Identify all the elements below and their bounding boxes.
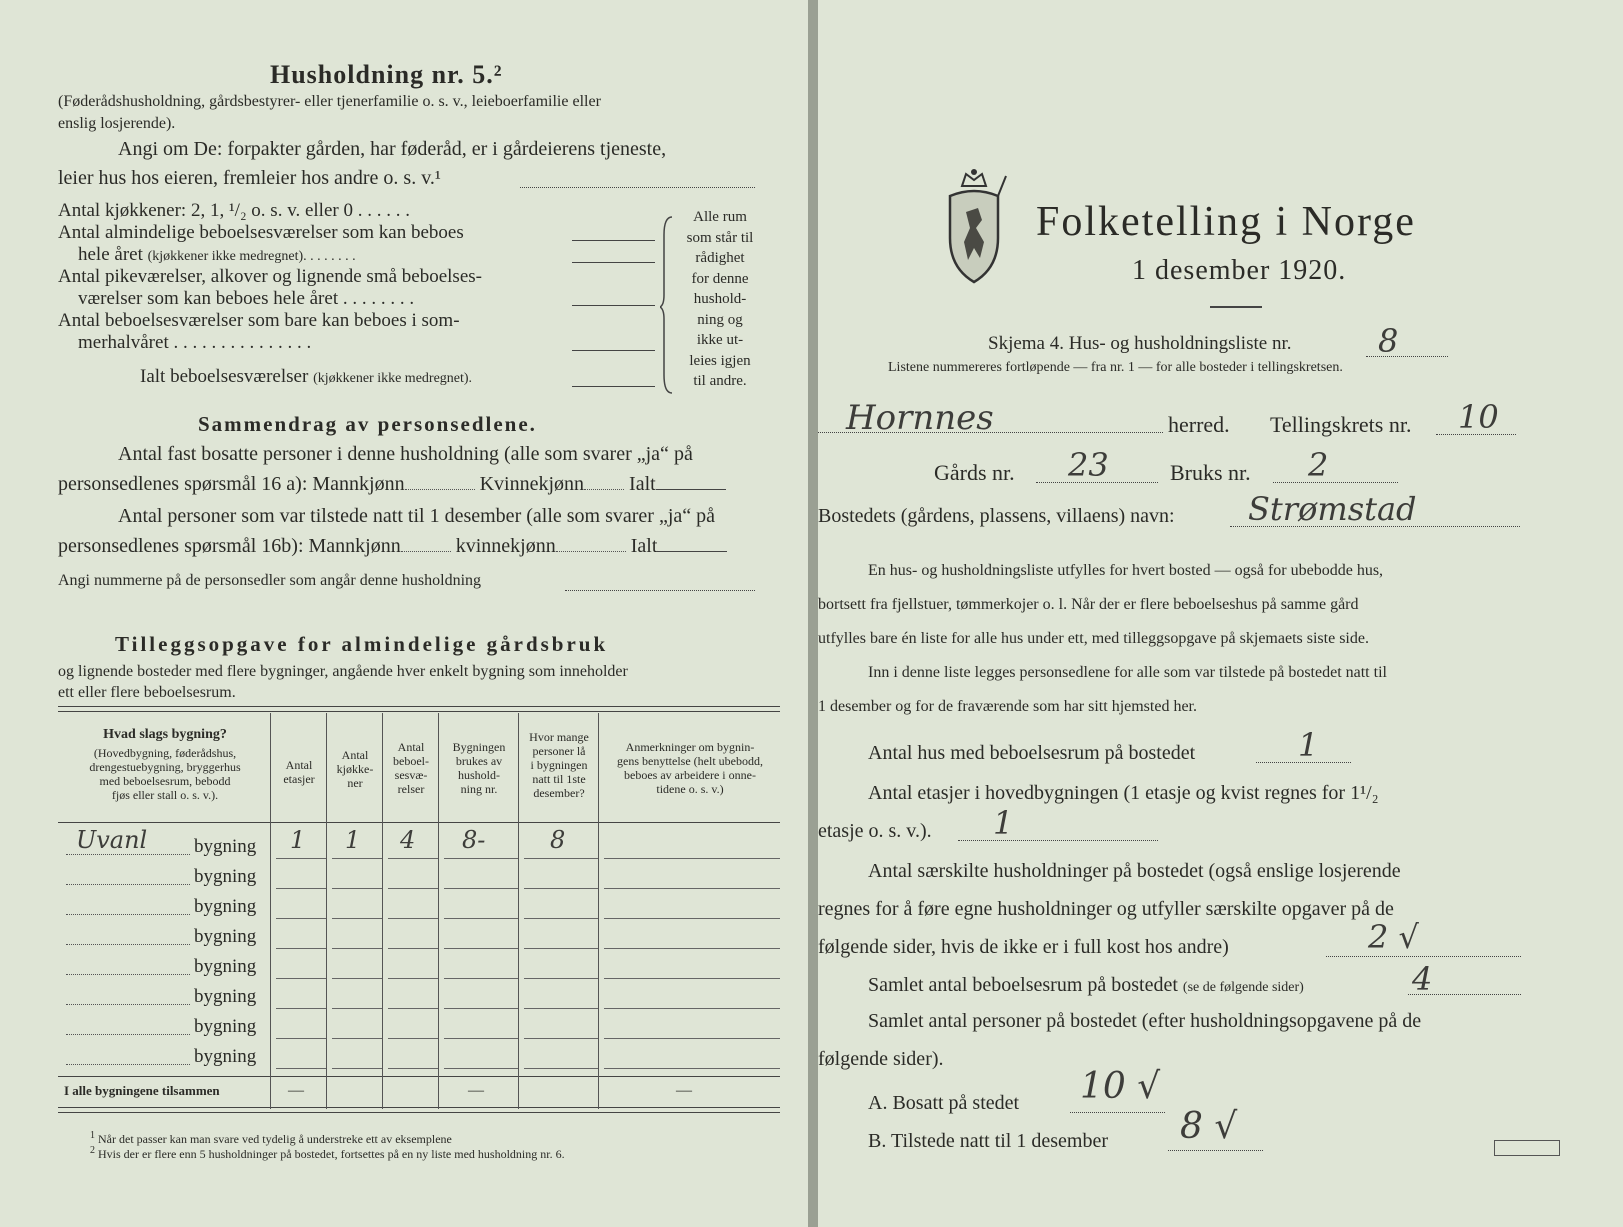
header-line: hushold- <box>458 768 500 782</box>
table-cell-line <box>276 1008 326 1009</box>
table-cell-line <box>524 948 598 949</box>
bosatt-label: A. Bosatt på stedet <box>868 1092 1020 1114</box>
bruks-label: Bruks nr. <box>1170 460 1251 485</box>
gards-nr: 23 <box>1068 446 1109 484</box>
header-line: personer lå <box>532 744 586 758</box>
gards-line <box>1036 482 1158 483</box>
table-cell-line <box>604 1008 780 1009</box>
bygning-label: bygning <box>194 836 257 857</box>
pike-line-1: Antal pikeværelser, alkover og lignende små beboelses- <box>58 266 482 287</box>
table-cell-line <box>332 1068 382 1069</box>
answer-line-1 <box>572 240 655 241</box>
table-cell-line <box>604 978 780 979</box>
listene-note: Listene nummereres fortløpende — fra nr. 1 — for alle bosteder i tellingskretsen. <box>888 360 1343 375</box>
bygning-label: bygning <box>194 926 257 947</box>
header-col0 <box>60 746 270 802</box>
bygning-type-line <box>66 1034 190 1035</box>
table-cell-line <box>524 888 598 889</box>
summary-line-1: Antal fast bosatte personer i denne husholdning (alle som svarer „ja“ på <box>118 443 693 465</box>
bygning-label: bygning <box>194 986 257 1007</box>
table-cell-line <box>276 978 326 979</box>
header-line: Antal <box>285 758 313 772</box>
col-divider-5 <box>518 713 519 1109</box>
header-line: Bygningen <box>452 740 506 754</box>
footnote-1: $^1$ Når det passer kan man svare ved tydelig å understreke ett av eksemplene <box>90 1130 452 1146</box>
table-cell-line <box>604 1038 780 1039</box>
side-note-line: hushold- <box>693 291 747 307</box>
header-line: (Hovedbygning, føderådshus, <box>93 746 237 760</box>
table-cell-line <box>604 1068 780 1069</box>
header-col6 <box>600 740 780 796</box>
table-cell-line <box>604 918 780 919</box>
bygning-label: bygning <box>194 956 257 977</box>
hush-line <box>1326 956 1521 957</box>
table-cell-line <box>388 978 438 979</box>
header-line: med beboelsesrum, bebodd <box>99 774 231 788</box>
header-line: sesvæ- <box>394 768 428 782</box>
bygning-label: bygning <box>194 866 257 887</box>
table-cell-line <box>388 1068 438 1069</box>
row1-type: Uvanl <box>76 826 148 854</box>
page-gutter <box>808 0 818 1227</box>
table-cell-line <box>388 858 438 859</box>
info-3: utfylles bare én liste for alle hus under ett, med tilleggsopgave på skjemaets siste side. <box>818 630 1369 647</box>
table-cell-line <box>524 978 598 979</box>
table-cell-line <box>444 918 518 919</box>
header-line: gens benyttelse (helt ubebodd, <box>617 754 763 768</box>
header-line: etasjer <box>283 772 315 786</box>
bosted-name: Strømstad <box>1248 490 1417 528</box>
nummerne-line <box>565 590 755 591</box>
tellingskrets-line <box>1436 434 1516 435</box>
col-divider-4 <box>438 713 439 1109</box>
table-top-line-2 <box>58 711 780 712</box>
header-line: relser <box>397 782 425 796</box>
header-line: fjøs eller stall o. s. v.). <box>111 788 219 802</box>
bygning-type-line <box>66 1064 190 1065</box>
bygning-type-line <box>66 944 190 945</box>
summary-line-2: personsedlenes spørsmål 16 a): Mannkjønn Kvinnekjønn Ialt <box>58 473 726 496</box>
printer-stamp <box>1494 1140 1560 1156</box>
side-note-line: leies igjen <box>689 352 751 369</box>
samlet-pers-line-1: Samlet antal personer på bostedet (efter husholdningsopgavene på de <box>868 1010 1422 1032</box>
bruks-line <box>1273 482 1398 483</box>
table-cell-line <box>332 1008 382 1009</box>
header-line: desember? <box>533 786 585 800</box>
bosted-label: Bostedets (gårdens, plassens, villaens) navn: <box>818 505 1175 527</box>
samlet-rum-value: 4 <box>1412 960 1433 998</box>
col-divider-6 <box>598 713 599 1109</box>
hush-line-2: regnes for å føre egne husholdninger og utfyller særskilte opgaver på de <box>818 898 1394 920</box>
table-cell-line <box>332 1038 382 1039</box>
samlet-pers-line-2: følgende sider). <box>818 1048 944 1070</box>
bygning-type-line <box>66 884 190 885</box>
hus-label: Antal hus med beboelsesrum på bostedet <box>868 742 1196 764</box>
table-total-line <box>58 1076 780 1077</box>
tillegg-title: Tilleggsopgave for almindelige gårdsbruk <box>115 632 609 656</box>
bygning-type-line <box>66 1004 190 1005</box>
summary-line-3: Antal personer som var tilstede natt til 1 desember (alle som svarer „ja“ på <box>118 505 716 527</box>
header-line: beboes av arbeidere i onne- <box>624 768 756 782</box>
skjema-line <box>1366 356 1448 357</box>
etasjer-value: 1 <box>993 804 1014 842</box>
etasjer-line-2: etasje o. s. v.). <box>818 820 932 842</box>
hush-line-1: Antal særskilte husholdninger på bostedet (også enslige losjerende <box>868 860 1401 882</box>
side-note-line: rådighet <box>695 250 745 266</box>
table-cell-line <box>276 858 326 859</box>
table-cell-line <box>276 948 326 949</box>
table-top-line <box>58 706 780 707</box>
hus-value: 1 <box>1298 726 1319 764</box>
total-label: I alle bygningene tilsammen <box>64 1083 220 1098</box>
total-dash-2: — <box>468 1082 484 1099</box>
header-col2 <box>328 748 382 790</box>
header-line: beboel- <box>393 754 429 768</box>
table-cell-line <box>444 888 518 889</box>
tillegg-line-2: ett eller flere beboelsesrum. <box>58 684 236 701</box>
header-col5 <box>520 730 598 800</box>
header-line: Anmerkninger om bygnin- <box>625 740 755 754</box>
herred-label: herred. <box>1168 412 1230 437</box>
side-note-line: for denne <box>691 270 749 287</box>
tellingskrets-nr: 10 <box>1458 398 1499 436</box>
table-cell-line <box>444 858 518 859</box>
herred-name: Hornnes <box>846 398 994 438</box>
row1-etasjer: 1 <box>290 826 306 854</box>
summary-title: Sammendrag av personsedlene. <box>198 412 537 436</box>
tilstede-line <box>1168 1150 1263 1151</box>
answer-line-5 <box>572 386 655 387</box>
table-cell-line <box>444 1068 518 1069</box>
table-cell-line <box>524 918 598 919</box>
header-line: i bygningen <box>530 758 588 772</box>
row1-personer: 8 <box>550 826 566 854</box>
kjokkener-label: Antal kjøkkener: 2, 1, ¹/₂ o. s. v. eller 0 . . . . . . <box>58 200 410 221</box>
bruks-nr: 2 <box>1308 446 1329 484</box>
sommer-line-1: Antal beboelsesværelser som bare kan beboes i som- <box>58 310 460 331</box>
header-line: Antal <box>341 748 369 762</box>
samlet-rum-label: Samlet antal beboelsesrum på bostedet (se de følgende sider) <box>868 974 1304 996</box>
info-1: En hus- og husholdningsliste utfylles for hvert bosted — også for ubebodde hus, <box>868 562 1384 579</box>
angi-line-2: leier hus hos eieren, fremleier hos andre o. s. v.¹ <box>58 167 441 189</box>
total-dash-3: — <box>676 1082 692 1099</box>
header-line: Antal <box>397 740 425 754</box>
skjema-nr: 8 <box>1378 322 1399 360</box>
header-col1 <box>272 758 326 786</box>
table-cell-line <box>444 1008 518 1009</box>
table-cell-line <box>604 858 780 859</box>
header-line: Hvor mange <box>529 730 589 744</box>
bygning-label: bygning <box>194 1016 257 1037</box>
alm-line-1: Antal almindelige beboelsesværelser som kan beboes <box>58 222 464 243</box>
bygning-type-line <box>66 974 190 975</box>
title-rule <box>1210 306 1262 308</box>
intro-line-2: enslig losjerende). <box>58 115 176 132</box>
tilstede-label: B. Tilstede natt til 1 desember <box>868 1130 1108 1152</box>
table-bottom-line <box>58 1107 780 1108</box>
summary-line-4: personsedlenes spørsmål 16b): Mannkjønn kvinnekjønn Ialt <box>58 535 727 558</box>
alm-line-2: hele året (kjøkkener ikke medregnet). . . . . . . . <box>78 244 356 265</box>
table-bottom-line-2 <box>58 1112 780 1113</box>
answer-line-4 <box>572 350 655 351</box>
header-line: kjøkke- <box>336 762 374 776</box>
info-5: 1 desember og for de fraværende som har sitt hjemsted her. <box>818 698 1197 715</box>
side-note-line: ikke ut- <box>696 332 744 348</box>
census-title: Folketelling i Norge <box>1036 199 1416 245</box>
hush-value: 2 √ <box>1368 918 1419 956</box>
table-cell-line <box>388 948 438 949</box>
tillegg-line-1: og lignende bosteder med flere bygninger, angående hver enkelt bygning som inneholder <box>58 663 628 680</box>
table-cell-line <box>604 888 780 889</box>
header-line: natt til 1ste <box>532 772 586 786</box>
header-line: drengestuebygning, bryggerhus <box>89 760 241 774</box>
hus-line <box>1256 762 1351 763</box>
household-title: Husholdning nr. 5.² <box>270 60 503 89</box>
bosted-line <box>1230 526 1520 527</box>
coat-of-arms-icon <box>940 168 1008 286</box>
herred-line <box>818 432 1163 433</box>
side-note <box>680 207 760 392</box>
row1-kjokkener: 1 <box>345 826 361 854</box>
hush-line-3: følgende sider, hvis de ikke er i full kost hos andre) <box>818 936 1229 958</box>
table-cell-line <box>276 918 326 919</box>
table-cell-line <box>444 1038 518 1039</box>
angi-line-1: Angi om De: forpakter gården, har føderåd, er i gårdeierens tjeneste, <box>118 138 667 160</box>
bosatt-value: 10 √ <box>1080 1066 1161 1107</box>
table-cell-line <box>332 948 382 949</box>
samlet-rum-line <box>1408 994 1521 995</box>
intro-line-1: (Føderådshusholdning, gårdsbestyrer- eller tjenerfamilie o. s. v., leieboerfamilie eller <box>58 93 601 110</box>
bygning-label: bygning <box>194 1046 257 1067</box>
header-col0-title: Hvad slags bygning? <box>103 727 227 742</box>
info-4: Inn i denne liste legges personsedlene for alle som var tilstede på bostedet natt til <box>868 664 1387 681</box>
table-cell-line <box>332 858 382 859</box>
side-note-line: til andre. <box>693 373 747 389</box>
gards-label: Gårds nr. <box>934 460 1015 485</box>
table-cell-line <box>332 888 382 889</box>
table-cell-line <box>524 858 598 859</box>
skjema-label: Skjema 4. Hus- og husholdningsliste nr. <box>988 333 1292 354</box>
table-cell-line <box>524 1068 598 1069</box>
tilstede-value: 8 √ <box>1180 1106 1238 1147</box>
info-2: bortsett fra fjellstuer, tømmerkojer o. l. Når der er flere beboelseshus på samme gård <box>818 596 1359 613</box>
col-divider-1 <box>270 713 271 1109</box>
col-divider-3 <box>382 713 383 1109</box>
brace-icon <box>660 215 674 395</box>
side-note-line: ning og <box>697 311 743 328</box>
bygning-type-line <box>66 914 190 915</box>
table-cell-line <box>444 948 518 949</box>
total-dash-1: — <box>288 1082 304 1099</box>
table-cell-line <box>388 918 438 919</box>
table-cell-line <box>524 1038 598 1039</box>
answer-line-2 <box>572 262 655 263</box>
table-cell-line <box>524 1008 598 1009</box>
side-note-line: som står til <box>686 229 754 246</box>
row1-husholdning: 8- <box>462 826 486 854</box>
tellingskrets-label: Tellingskrets nr. <box>1270 412 1412 437</box>
bygning-label: bygning <box>194 896 257 917</box>
table-cell-line <box>604 948 780 949</box>
header-line: brukes av <box>455 754 503 768</box>
bosatt-line <box>1070 1112 1165 1113</box>
footnote-2: $^2$ Hvis der er flere enn 5 husholdninger på bostedet, fortsettes på en ny liste med husholdning nr. 6. <box>90 1145 565 1161</box>
table-cell-line <box>276 888 326 889</box>
etasjer-line <box>958 840 1158 841</box>
side-note-line: Alle rum <box>693 209 747 225</box>
pike-line-2: værelser som kan beboes hele året . . . . . . . . <box>78 288 415 309</box>
angi-answer-line <box>520 187 755 188</box>
table-cell-line <box>276 1038 326 1039</box>
ialt-label: Ialt beboelsesværelser (kjøkkener ikke medregnet). <box>140 366 473 387</box>
table-cell-line <box>332 918 382 919</box>
header-col4 <box>440 740 518 796</box>
table-cell-line <box>444 978 518 979</box>
left-page <box>0 0 808 1227</box>
census-date: 1 desember 1920. <box>1132 255 1347 286</box>
nummerne-label: Angi nummerne på de personsedler som angår denne husholdning <box>58 572 482 589</box>
header-col3 <box>384 740 438 796</box>
sommer-line-2: merhalvåret . . . . . . . . . . . . . . . <box>78 332 312 353</box>
col-divider-2 <box>326 713 327 1109</box>
header-line: tidene o. s. v.) <box>656 782 724 796</box>
table-cell-line <box>276 1068 326 1069</box>
header-line: ner <box>347 776 363 790</box>
bygning-type-line <box>66 854 190 855</box>
answer-line-3 <box>572 305 655 306</box>
right-page <box>818 0 1623 1227</box>
table-cell-line <box>388 1008 438 1009</box>
table-cell-line <box>388 888 438 889</box>
row1-vaerelser: 4 <box>400 826 416 854</box>
table-cell-line <box>388 1038 438 1039</box>
etasjer-line-1: Antal etasjer i hovedbygningen (1 etasje og kvist regnes for 1¹/₂ <box>868 782 1379 804</box>
table-header-line <box>58 822 780 823</box>
table-cell-line <box>332 978 382 979</box>
header-line: ning nr. <box>460 782 498 796</box>
